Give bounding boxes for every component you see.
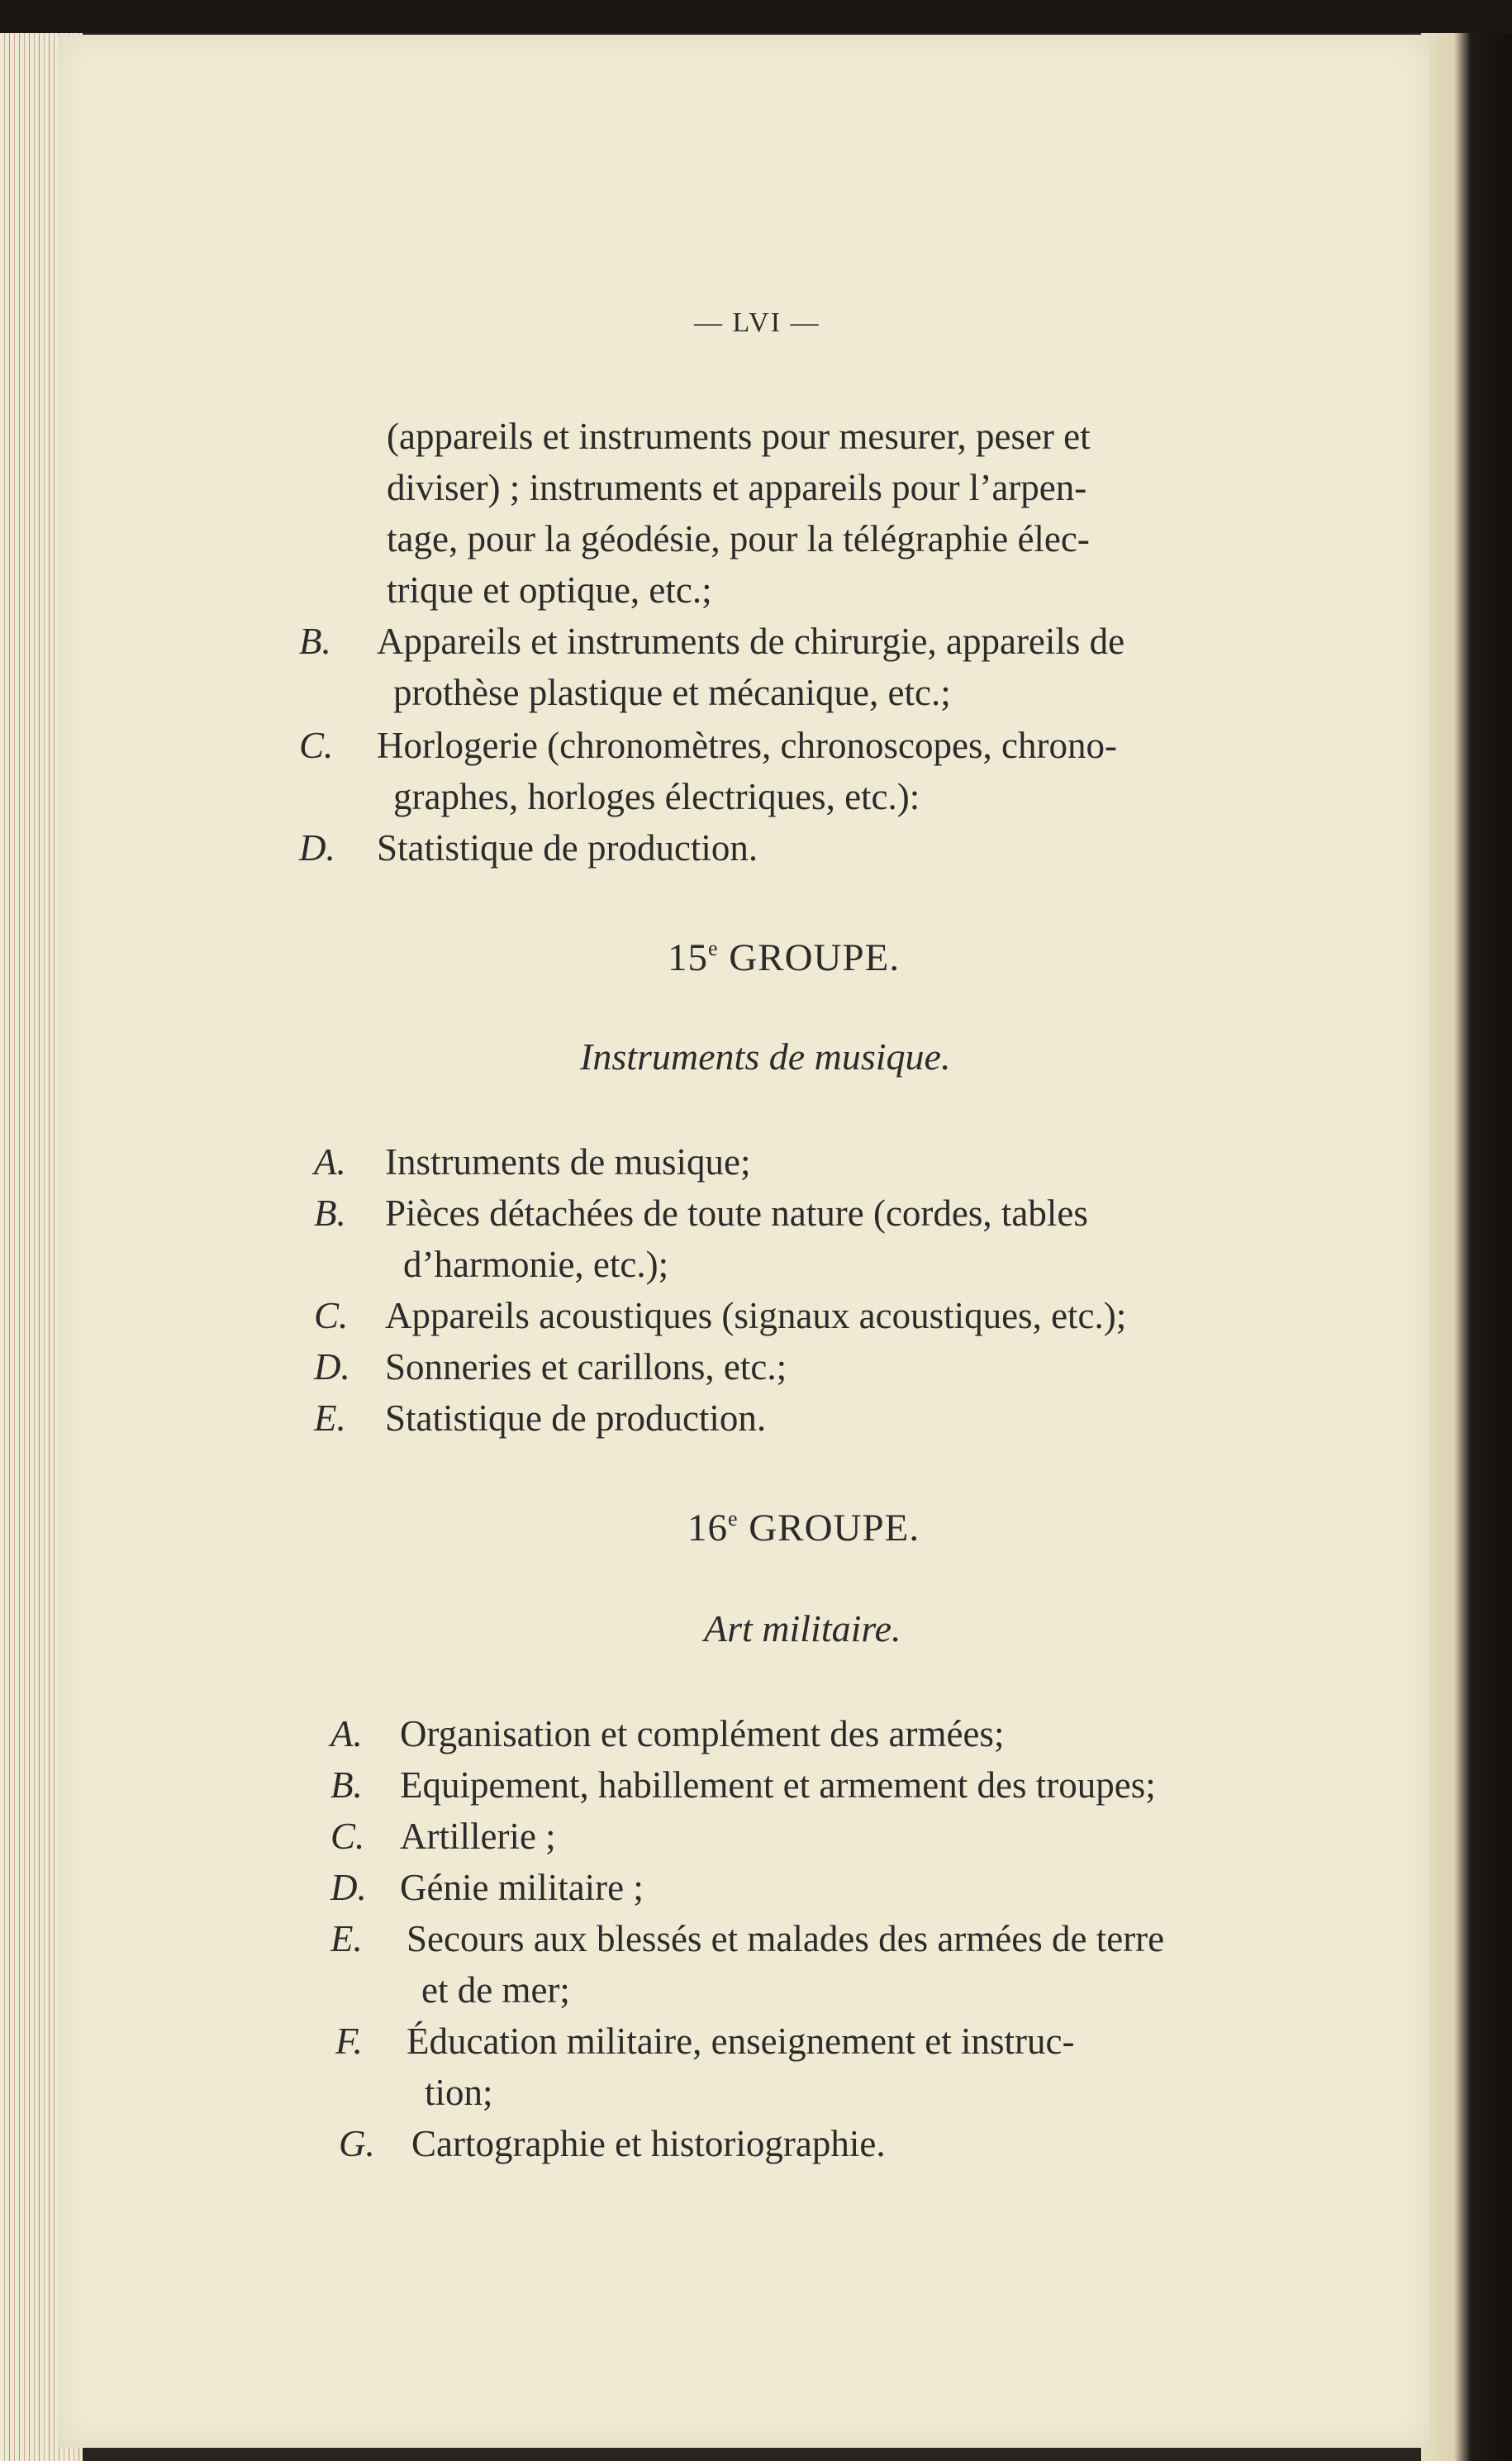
group-number: 15 (668, 936, 708, 979)
item-letter: B. (299, 621, 331, 662)
item-text: Statistique de production. (385, 1397, 767, 1439)
book-page (58, 35, 1429, 2448)
group-number: 16 (687, 1507, 728, 1549)
item-text: Statistique de production. (377, 827, 758, 869)
item-letter: A. (314, 1141, 346, 1183)
item-letter: D. (330, 1867, 367, 1908)
item-text: Éducation militaire, enseignement et instruc- (407, 2021, 1075, 2062)
continuation-line: trique et optique, etc.; (387, 569, 712, 611)
group-subtitle: Instruments de musique. (580, 1035, 951, 1078)
item-text: Cartographie et historiographie. (411, 2123, 886, 2164)
item-text: Sonneries et carillons, etc.; (385, 1346, 787, 1388)
item-text: Equipement, habillement et armement des troupes; (400, 1764, 1156, 1806)
page-content (58, 35, 1429, 2448)
continuation-line: tage, pour la géodésie, pour la télégraphie élec- (387, 518, 1090, 559)
item-text: graphes, horloges électriques, etc.): (393, 776, 920, 817)
item-text: et de mer; (421, 1969, 570, 2011)
group-heading (668, 935, 900, 980)
item-letter: G. (339, 2123, 375, 2164)
item-text: Horlogerie (chronomètres, chronoscopes, chrono- (377, 725, 1117, 766)
item-text: Instruments de musique; (385, 1141, 751, 1183)
item-letter: E. (330, 1918, 363, 1959)
item-letter: F. (335, 2021, 363, 2062)
page-stack-right (1421, 33, 1512, 2461)
group-ordinal-suffix: e (728, 1507, 739, 1530)
item-text: Appareils et instruments de chirurgie, appareils de (377, 621, 1125, 662)
item-letter: A. (330, 1713, 363, 1754)
item-text: Appareils acoustiques (signaux acoustiques, etc.); (385, 1295, 1127, 1336)
group-heading (687, 1506, 920, 1550)
item-letter: C. (314, 1295, 349, 1336)
item-letter: D. (299, 827, 335, 869)
item-letter: C. (330, 1816, 365, 1857)
item-text: Génie militaire ; (400, 1867, 644, 1908)
item-text: tion; (425, 2072, 493, 2113)
item-letter: D. (314, 1346, 350, 1388)
group-label: GROUPE. (729, 936, 901, 979)
group-subtitle: Art militaire. (704, 1607, 901, 1649)
item-letter: C. (299, 725, 334, 766)
page-number: — LVI — (694, 307, 820, 338)
item-text: Pièces détachées de toute nature (cordes, tables (385, 1192, 1088, 1234)
item-text: prothèse plastique et mécanique, etc.; (393, 672, 951, 713)
group-ordinal-suffix: e (708, 936, 719, 960)
item-text: Secours aux blessés et malades des armées de terre (407, 1918, 1165, 1959)
continuation-line: (appareils et instruments pour mesurer, peser et (387, 416, 1091, 457)
group-label: GROUPE. (749, 1507, 920, 1549)
item-letter: E. (314, 1397, 346, 1439)
item-letter: B. (314, 1192, 346, 1234)
item-text: Artillerie ; (400, 1816, 556, 1857)
item-letter: B. (330, 1764, 363, 1806)
item-text: d’harmonie, etc.); (403, 1244, 669, 1285)
book-top-edge (0, 0, 1512, 33)
item-text: Organisation et complément des armées; (400, 1713, 1005, 1754)
continuation-line: diviser) ; instruments et appareils pour l’arpen- (387, 467, 1087, 508)
